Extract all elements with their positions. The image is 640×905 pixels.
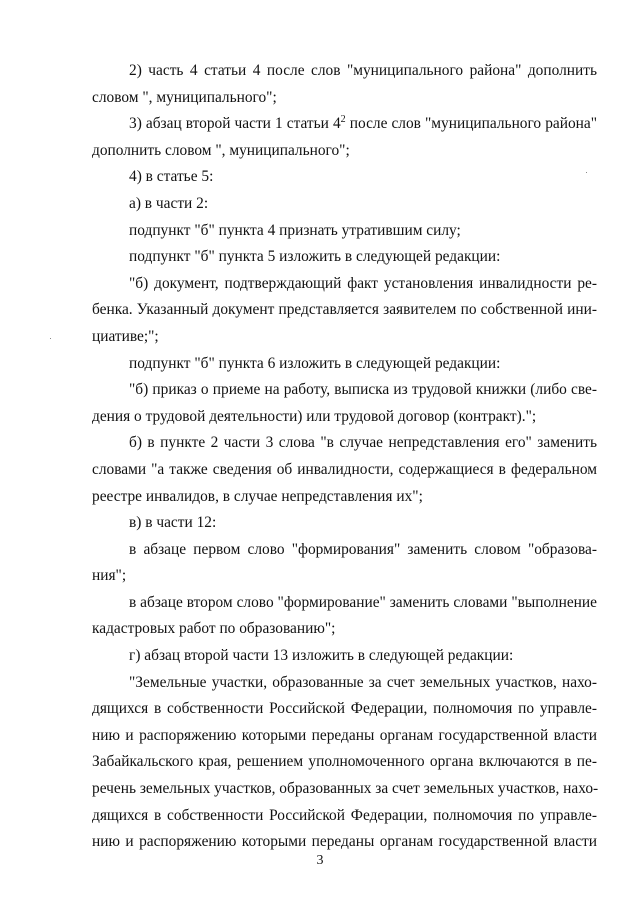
- paragraph-line: нию и распоряжению которыми переданы органам государственной власти: [92, 833, 597, 851]
- text-segment: 3) абзац второй части 1 статьи 4: [129, 115, 341, 133]
- paragraph-line: кадастровых работ по образованию";: [92, 620, 336, 638]
- paragraph-line: 4) в статье 5:: [129, 168, 214, 186]
- paragraph-line: 2) часть 4 статьи 4 после слов "муниципального района" дополнить: [129, 62, 597, 79]
- paragraph-line: подпункт "б" пункта 4 признать утратившим силу;: [129, 221, 461, 239]
- paragraph-line: "б) документ, подтверждающий факт установления инвалидности ре-: [129, 274, 597, 292]
- document-body: [92, 58, 597, 856]
- paragraph-line: словами "а также сведения об инвалидности, содержащиеся в федеральном: [92, 460, 597, 478]
- paragraph-line: дящихся в собственности Российской Федерации, полномочия по управле-: [92, 700, 597, 718]
- paragraph-line: [92, 111, 597, 138]
- paragraph-line: "Земельные участки, образованные за счет земельных участков, нахо-: [129, 673, 597, 691]
- paragraph-line: речень земельных участков, образованных за счет земельных участков, нахо-: [92, 780, 599, 798]
- scan-speck: [50, 338, 51, 339]
- paragraph-line: словом ", муниципального";: [92, 88, 277, 106]
- paragraph-line: в абзаце втором слово "формирование" заменить словами "выполнение: [129, 593, 597, 611]
- paragraph-line: реестре инвалидов, в случае непредставления их";: [92, 487, 423, 505]
- paragraph-line: дящихся в собственности Российской Федерации, полномочия по управле-: [92, 806, 597, 824]
- paragraph-line: бенка. Указанный документ представляется заявителем по собственной ини-: [92, 301, 597, 319]
- paragraph-line: подпункт "б" пункта 6 изложить в следующей редакции:: [129, 354, 501, 372]
- paragraph-line: Забайкальского края, решением уполномоченного органа включаются в пе-: [92, 753, 597, 771]
- paragraph-line: г) абзац второй части 13 изложить в следующей редакции:: [129, 647, 514, 665]
- paragraph-line: подпункт "б" пункта 5 изложить в следующей редакции:: [129, 248, 501, 266]
- paragraph-line: а) в части 2:: [129, 194, 209, 212]
- paragraph-line: в) в части 12:: [129, 514, 217, 532]
- paragraph-line: "б) приказ о приеме на работу, выписка из трудовой книжки (либо све-: [129, 381, 597, 399]
- paragraph-line: б) в пункте 2 части 3 слова "в случае непредставления его" заменить: [129, 434, 597, 452]
- superscript: 2: [340, 114, 346, 126]
- page-number: 3: [316, 853, 324, 868]
- scan-speck: [586, 172, 587, 173]
- paragraph-line: циативе;";: [92, 327, 159, 345]
- paragraph-line: в абзаце первом слово "формирования" заменить словом "образова-: [129, 540, 597, 558]
- text-segment: после слов "муниципального района": [349, 115, 598, 133]
- paragraph-line: дополнить словом ", муниципального";: [92, 141, 350, 159]
- paragraph-line: дения о трудовой деятельности) или трудовой договор (контракт).";: [92, 407, 537, 425]
- paragraph-line: ния";: [92, 567, 127, 585]
- paragraph-line: нию и распоряжению которыми переданы органам государственной власти: [92, 726, 597, 744]
